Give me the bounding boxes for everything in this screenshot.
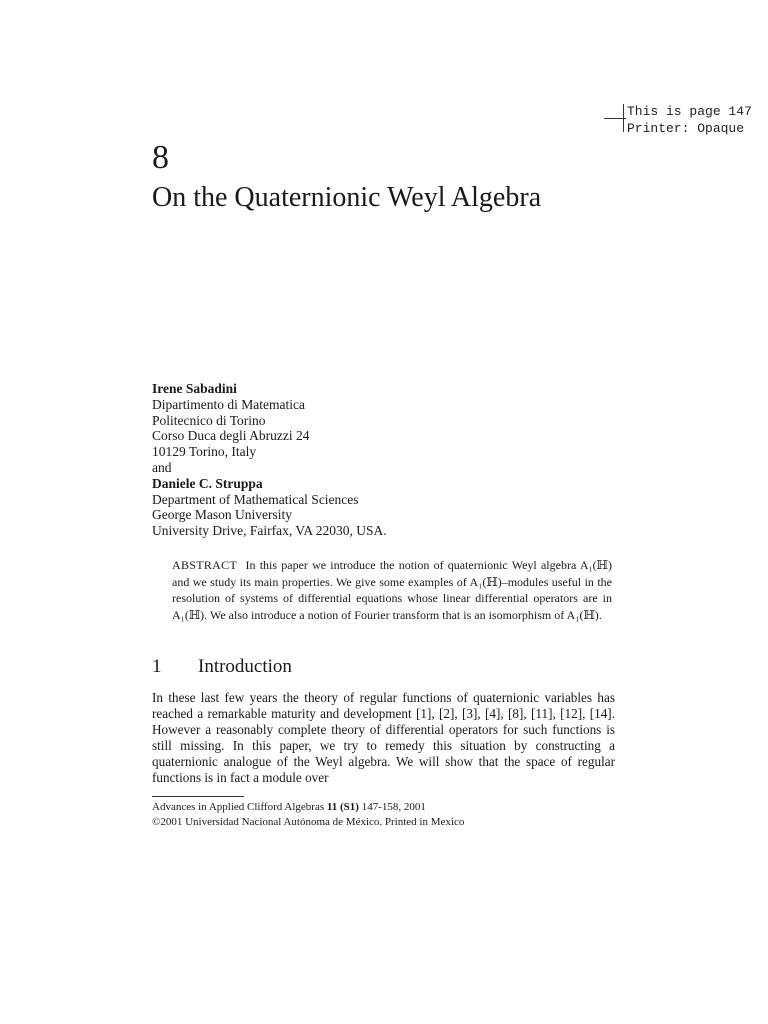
section-heading	[152, 655, 292, 679]
copyright-line: ©2001 Universidad Nacional Autónoma de México. Printed in Mexico	[152, 815, 465, 828]
author-name-1: Irene Sabadini	[152, 381, 237, 396]
affiliation-line: Corso Duca degli Abruzzi 24	[152, 428, 310, 444]
affiliation-line: George Mason University	[152, 507, 292, 523]
journal-volume: 11 (S1)	[326, 801, 359, 813]
citation-line	[152, 800, 464, 815]
chapter-title: On the Quaternionic Weyl Algebra	[152, 182, 542, 213]
printer-line: Printer: Opaque	[627, 121, 745, 136]
section-title: Introduction	[198, 656, 292, 677]
author-conjunction: and	[152, 459, 172, 475]
abstract	[172, 557, 612, 623]
affiliation-line: 10129 Torino, Italy	[152, 444, 257, 460]
abstract-label: ABSTRACT	[172, 558, 238, 572]
page-number-line: This is page 147	[627, 104, 752, 119]
section-number: 1	[152, 656, 162, 677]
journal-name: Advances in Applied Clifford Algebras	[152, 801, 327, 813]
chapter-number: 8	[152, 139, 169, 176]
footnote-divider	[152, 796, 244, 797]
journal-pages: 147-158, 2001	[358, 801, 426, 813]
author-name-2: Daniele C. Struppa	[152, 475, 263, 491]
abstract-text: In this paper we introduce the notion of quaternionic Weyl algebra A₁(ℍ) and we study its main properties. We give some examples of A₁(ℍ)–modules useful in the resolution of systems of differential equations whose linear differential operators are in A₁(ℍ). We also introduce a notion of Fourier transform that is an isomorphism of A₁(ℍ).	[172, 558, 613, 622]
affiliation-line: Dipartimento di Matematica	[152, 396, 305, 412]
footnote	[152, 800, 464, 829]
page-header-info	[627, 103, 752, 137]
affiliation-line: Politecnico di Torino	[152, 412, 266, 428]
intro-paragraph: In these last few years the theory of regular functions of quaternionic variables has reached a remarkable maturity and development [1], [2], [3], [4], [8], [11], [12], [14]. However a reasonably complete theory of differential operators for such functions is still missing. In this paper, we try to remedy this situation by constructing a quaternionic analogue of the Weyl algebra. We will show that the space of regular functions is in fact a module over	[152, 690, 615, 785]
affiliation-line: University Drive, Fairfax, VA 22030, USA.	[152, 523, 387, 539]
author-block	[152, 381, 387, 539]
affiliation-line: Department of Mathematical Sciences	[152, 491, 359, 507]
